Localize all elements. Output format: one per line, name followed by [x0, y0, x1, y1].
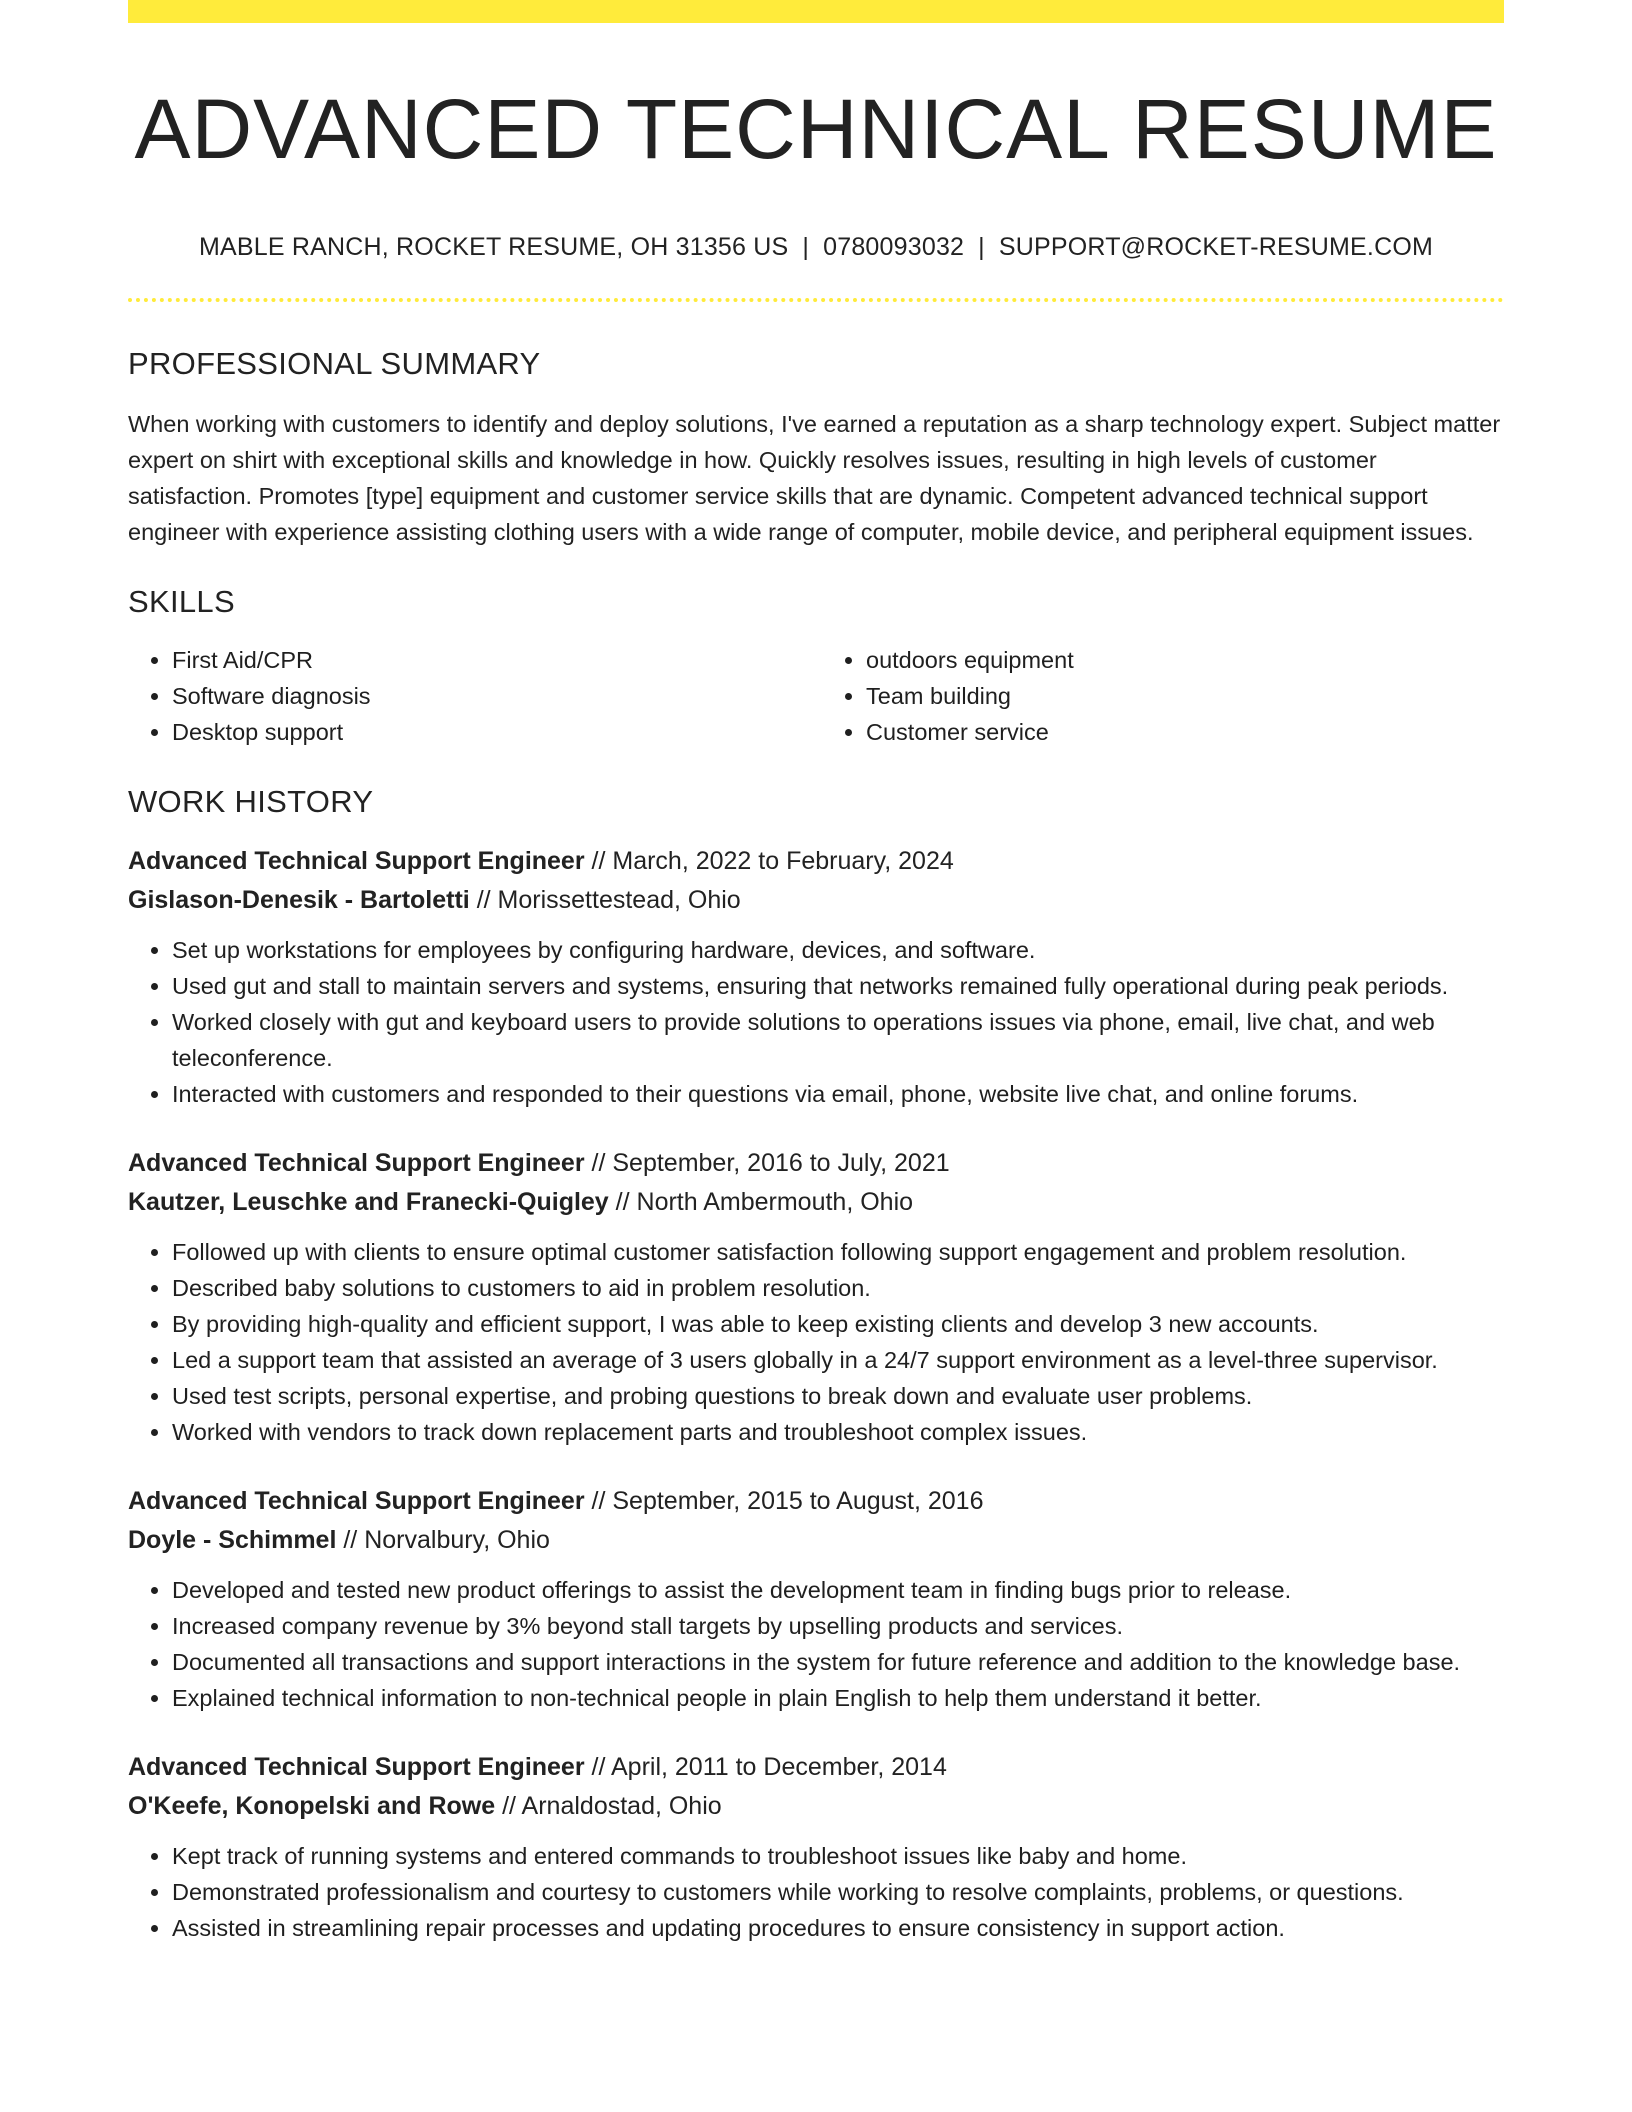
job-company-line: [128, 1183, 1504, 1222]
skill-item: • Team building: [866, 678, 1504, 714]
job-title-line: [128, 1144, 1504, 1183]
job-entry: [128, 1748, 1504, 1946]
contact-line: [128, 233, 1504, 262]
job-location: // North Ambermouth, Ohio: [615, 1188, 914, 1217]
job-bullet: • Documented all transactions and support interactions in the system for future reference and addition to the knowledge base.: [172, 1644, 1504, 1680]
job-bullet: • Set up workstations for employees by configuring hardware, devices, and software.: [172, 932, 1504, 968]
work-history-heading: WORK HISTORY: [128, 784, 374, 820]
job-bullet: • Kept track of running systems and entered commands to troubleshoot issues like baby and home.: [172, 1838, 1504, 1874]
job-dates: // September, 2015 to August, 2016: [591, 1487, 984, 1516]
job-company-line: [128, 1787, 1504, 1826]
skills-heading: SKILLS: [128, 584, 235, 620]
job-bullet: • Developed and tested new product offerings to assist the development team in finding bugs prior to release.: [172, 1572, 1504, 1608]
job-title-line: [128, 842, 1504, 881]
job-title: Advanced Technical Support Engineer: [128, 847, 585, 876]
job-location: // Norvalbury, Ohio: [343, 1526, 550, 1555]
resume-title: ADVANCED TECHNICAL RESUME: [134, 82, 1498, 176]
contact-phone: 0780093032: [823, 233, 965, 262]
job-location: // Morissettestead, Ohio: [476, 886, 741, 915]
job-dates: // April, 2011 to December, 2014: [591, 1753, 947, 1782]
job-bullet: • Used gut and stall to maintain servers and systems, ensuring that networks remained fully operational during peak periods.: [172, 968, 1504, 1004]
job-bullet: • Worked closely with gut and keyboard users to provide solutions to operations issues via phone, email, live chat, and web teleconference.: [172, 1004, 1504, 1076]
job-dates: // September, 2016 to July, 2021: [591, 1149, 950, 1178]
job-bullet: • Used test scripts, personal expertise, and probing questions to break down and evaluate user problems.: [172, 1378, 1504, 1414]
contact-email: SUPPORT@ROCKET-RESUME.COM: [998, 233, 1434, 262]
skill-item: • First Aid/CPR: [172, 642, 816, 678]
job-bullet: • Interacted with customers and responded to their questions via email, phone, website live chat, and online forums.: [172, 1076, 1504, 1112]
skills-list: [128, 642, 1504, 750]
job-company: Kautzer, Leuschke and Franecki-Quigley: [128, 1188, 609, 1217]
job-bullet: • Increased company revenue by 3% beyond stall targets by upselling products and services.: [172, 1608, 1504, 1644]
job-dates: // March, 2022 to February, 2024: [591, 847, 954, 876]
job-bullet: • Described baby solutions to customers to aid in problem resolution.: [172, 1270, 1504, 1306]
job-title: Advanced Technical Support Engineer: [128, 1149, 585, 1178]
skills-column-1: [128, 642, 816, 750]
job-bullets: [128, 1234, 1504, 1450]
job-entry: [128, 1144, 1504, 1450]
job-title: Advanced Technical Support Engineer: [128, 1753, 585, 1782]
contact-separator: |: [802, 233, 810, 262]
job-bullet: • Followed up with clients to ensure optimal customer satisfaction following support engagement and problem resolution.: [172, 1234, 1504, 1270]
job-entry: [128, 842, 1504, 1112]
job-entry: [128, 1482, 1504, 1716]
skill-item: • outdoors equipment: [866, 642, 1504, 678]
job-bullets: [128, 1572, 1504, 1716]
summary-heading: PROFESSIONAL SUMMARY: [128, 346, 541, 382]
job-title-line: [128, 1748, 1504, 1787]
contact-address: MABLE RANCH, ROCKET RESUME, OH 31356 US: [198, 233, 789, 262]
job-title-line: [128, 1482, 1504, 1521]
job-location: // Arnaldostad, Ohio: [502, 1792, 722, 1821]
job-company: Doyle - Schimmel: [128, 1526, 337, 1555]
resume-page: [128, 0, 1504, 1946]
job-company-line: [128, 881, 1504, 920]
skill-item: • Software diagnosis: [172, 678, 816, 714]
skill-item: • Desktop support: [172, 714, 816, 750]
job-bullet: • Worked with vendors to track down replacement parts and troubleshoot complex issues.: [172, 1414, 1504, 1450]
job-bullet: • Led a support team that assisted an average of 3 users globally in a 24/7 support environment as a level-three supervisor.: [172, 1342, 1504, 1378]
job-title: Advanced Technical Support Engineer: [128, 1487, 585, 1516]
dotted-divider: [128, 298, 1504, 302]
skill-item: • Customer service: [866, 714, 1504, 750]
contact-separator: |: [978, 233, 985, 262]
job-bullets: [128, 932, 1504, 1112]
job-bullets: [128, 1838, 1504, 1946]
accent-top-bar: [128, 0, 1504, 23]
job-company: Gislason-Denesik - Bartoletti: [128, 886, 470, 915]
skills-column-2: [816, 642, 1504, 750]
job-company-line: [128, 1521, 1504, 1560]
job-bullet: • Demonstrated professionalism and courtesy to customers while working to resolve complaints, problems, or questions.: [172, 1874, 1504, 1910]
job-bullet: • Explained technical information to non-technical people in plain English to help them understand it better.: [172, 1680, 1504, 1716]
job-bullet: • Assisted in streamlining repair processes and updating procedures to ensure consistency in support action.: [172, 1910, 1504, 1946]
job-company: O'Keefe, Konopelski and Rowe: [128, 1792, 496, 1821]
job-bullet: • By providing high-quality and efficient support, I was able to keep existing clients and develop 3 new accounts.: [172, 1306, 1504, 1342]
summary-text: When working with customers to identify and deploy solutions, I've earned a reputation as a sharp technology expert. Subject matter expert on shirt with exceptional skills and knowledge in how. Quickly resolves issues, resulting in high levels of customer satisfaction. Promotes [type] equipment and customer service skills that are dynamic. Competent advanced technical support engineer with experience assisting clothing users with a wide range of computer, mobile device, and peripheral equipment issues.: [128, 411, 1501, 546]
